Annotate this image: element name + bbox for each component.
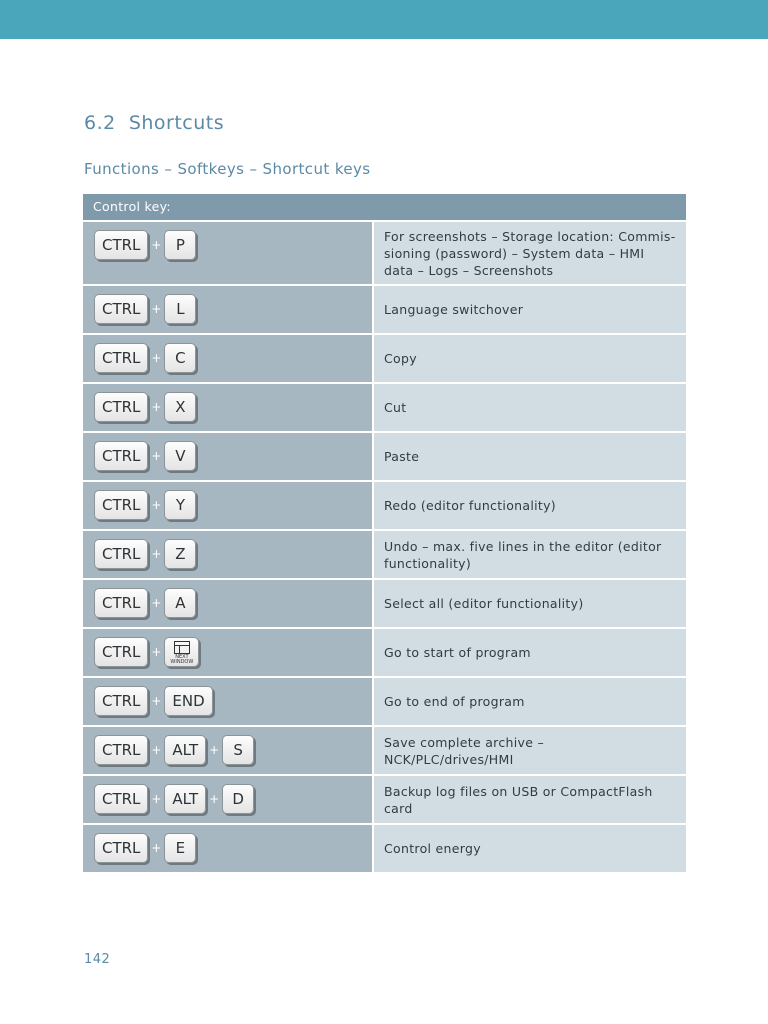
key-combination-cell [83, 433, 372, 480]
key-e: E [164, 833, 196, 863]
key-alt: ALT [164, 784, 206, 814]
plus-sign: + [151, 792, 162, 806]
description-cell [374, 825, 686, 872]
plus-sign: + [151, 547, 162, 561]
table-row [83, 531, 686, 578]
plus-sign: + [151, 351, 162, 365]
key-ctrl: CTRL [94, 735, 148, 765]
window-icon [174, 641, 190, 654]
description-cell [374, 727, 686, 774]
key-ctrl: CTRL [94, 441, 148, 471]
plus-sign: + [151, 400, 162, 414]
table-row [83, 335, 686, 382]
key-a: A [164, 588, 196, 618]
description-cell [374, 678, 686, 725]
description-text: Undo – max. five lines in the editor (editor functionality) [384, 538, 662, 571]
plus-sign: + [209, 743, 220, 757]
subheading: Functions – Softkeys – Shortcut keys [84, 160, 371, 178]
section-title [84, 112, 224, 134]
section-number: 6.2 [84, 112, 116, 134]
table-row [83, 678, 686, 725]
description-cell [374, 433, 686, 480]
description-cell [374, 776, 686, 823]
plus-sign: + [151, 596, 162, 610]
table-header: Control key: [83, 194, 686, 220]
table-row [83, 384, 686, 431]
section-title-text: Shortcuts [128, 112, 225, 134]
key-ctrl: CTRL [94, 686, 148, 716]
key-ctrl: CTRL [94, 539, 148, 569]
plus-sign: + [151, 694, 162, 708]
description-cell [374, 222, 686, 284]
key-l: L [164, 294, 196, 324]
key-p: P [164, 230, 196, 260]
key-ctrl: CTRL [94, 294, 148, 324]
table-row [83, 482, 686, 529]
key-ctrl: CTRL [94, 230, 148, 260]
plus-sign: + [151, 498, 162, 512]
key-y: Y [164, 490, 196, 520]
key-alt: ALT [164, 735, 206, 765]
key-ctrl: CTRL [94, 833, 148, 863]
key-combination-cell [83, 531, 372, 578]
description-text: Language switchover [384, 302, 524, 317]
description-text: Cut [384, 400, 407, 415]
description-cell [374, 531, 686, 578]
table-row [83, 222, 686, 284]
key-combination-cell [83, 580, 372, 627]
plus-sign: + [151, 238, 162, 252]
description-cell [374, 335, 686, 382]
key-next-window [164, 637, 199, 667]
key-combination-cell [83, 629, 372, 676]
key-x: X [164, 392, 196, 422]
key-ctrl: CTRL [94, 490, 148, 520]
key-s: S [222, 735, 254, 765]
key-caption: NEXT WINDOW [170, 653, 194, 665]
key-combination-cell [83, 335, 372, 382]
key-ctrl: CTRL [94, 343, 148, 373]
table-row [83, 776, 686, 823]
table-row [83, 580, 686, 627]
description-cell [374, 384, 686, 431]
description-cell [374, 286, 686, 333]
key-ctrl: CTRL [94, 392, 148, 422]
description-text: Redo (editor functionality) [384, 498, 556, 513]
key-ctrl: CTRL [94, 784, 148, 814]
shortcut-table [83, 194, 686, 874]
description-text: For screenshots – Storage location: Commis-sioning (password) – System data – HMI data – Logs – Screenshots [384, 228, 676, 278]
description-text: Go to end of program [384, 694, 525, 709]
plus-sign: + [209, 792, 220, 806]
key-v: V [164, 441, 196, 471]
plus-sign: + [151, 841, 162, 855]
key-c: C [164, 343, 196, 373]
description-cell [374, 580, 686, 627]
key-combination-cell [83, 384, 372, 431]
key-combination-cell [83, 222, 372, 284]
description-text: Control energy [384, 841, 481, 856]
plus-sign: + [151, 449, 162, 463]
description-text: Select all (editor functionality) [384, 596, 584, 611]
table-row [83, 286, 686, 333]
key-combination-cell [83, 776, 372, 823]
key-combination-cell [83, 727, 372, 774]
key-ctrl: CTRL [94, 588, 148, 618]
key-combination-cell [83, 286, 372, 333]
plus-sign: + [151, 743, 162, 757]
key-combination-cell [83, 482, 372, 529]
key-z: Z [164, 539, 196, 569]
description-cell [374, 629, 686, 676]
description-text: Go to start of program [384, 645, 531, 660]
key-combination-cell [83, 825, 372, 872]
description-cell [374, 482, 686, 529]
description-text: Paste [384, 449, 420, 464]
description-text: Backup log files on USB or CompactFlash card [384, 783, 653, 816]
plus-sign: + [151, 302, 162, 316]
top-color-band [0, 0, 768, 39]
table-row [83, 433, 686, 480]
key-d: D [222, 784, 254, 814]
table-row [83, 727, 686, 774]
key-ctrl: CTRL [94, 637, 148, 667]
plus-sign: + [151, 645, 162, 659]
table-body [83, 222, 686, 872]
description-text: Copy [384, 351, 417, 366]
key-combination-cell [83, 678, 372, 725]
page-number: 142 [84, 952, 111, 967]
table-row [83, 629, 686, 676]
table-row [83, 825, 686, 872]
description-text: Save complete archive – NCK/PLC/drives/HMI [384, 734, 545, 767]
key-end: END [164, 686, 212, 716]
